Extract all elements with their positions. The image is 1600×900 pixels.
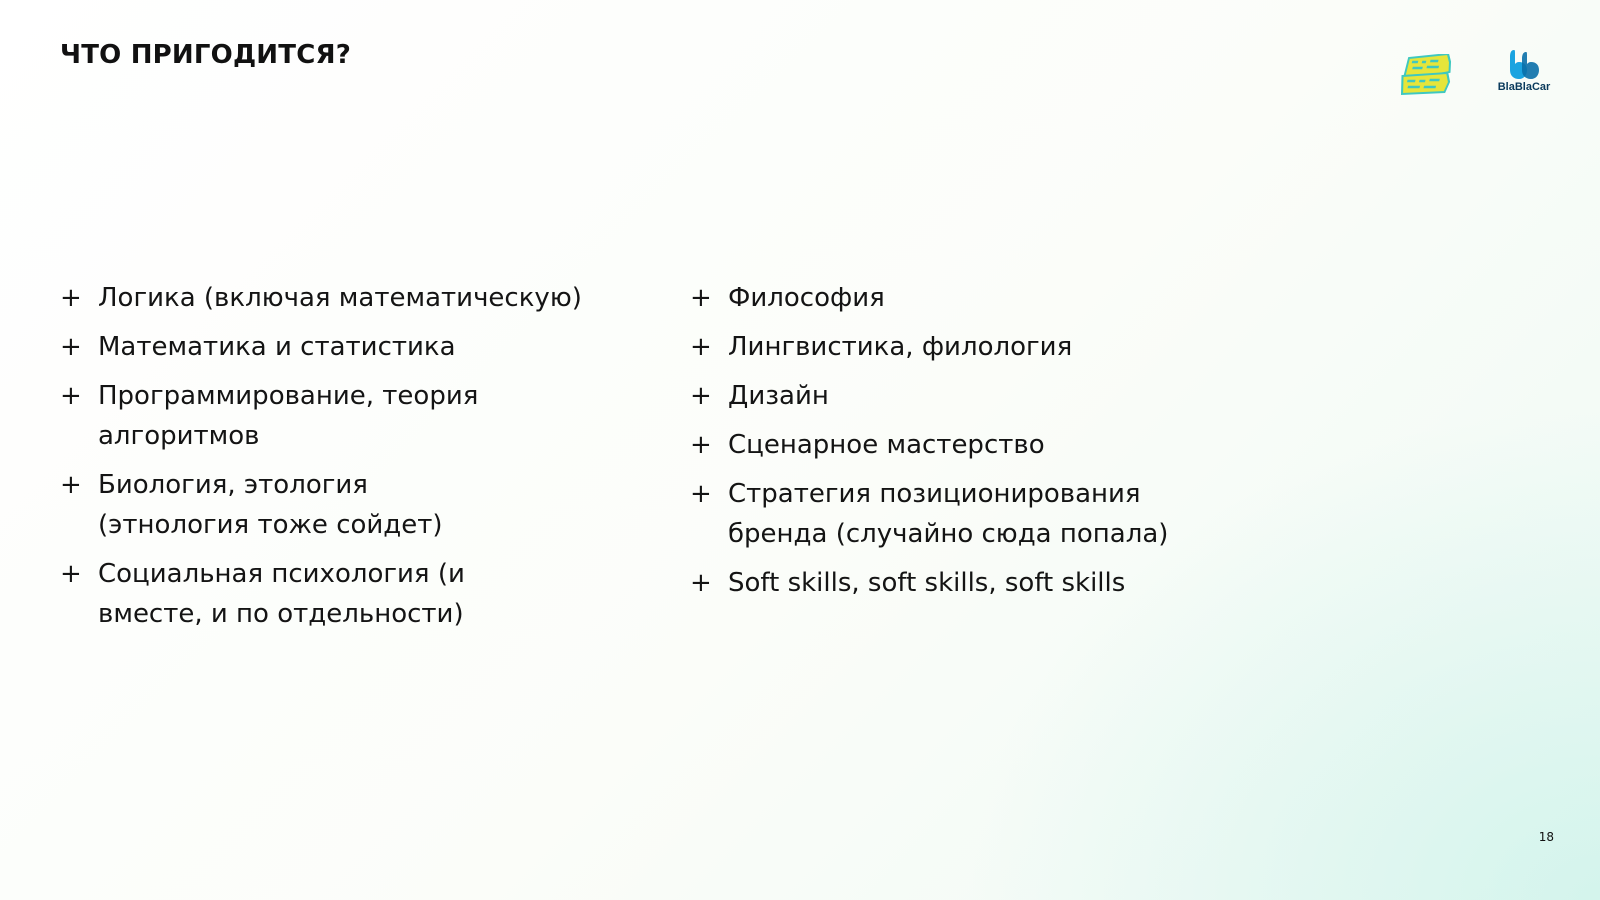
- plus-bullet: +: [690, 381, 712, 411]
- list-item-text: Сценарное мастерство: [728, 430, 1045, 460]
- list-item-text: Логика (включая математическую): [98, 283, 582, 313]
- plus-bullet: +: [60, 332, 82, 362]
- plus-bullet: +: [690, 568, 712, 598]
- plus-bullet: +: [60, 381, 82, 411]
- list-item: [690, 278, 1250, 318]
- plus-bullet: +: [690, 283, 712, 313]
- plus-bullet: +: [60, 283, 82, 313]
- list-item: [60, 465, 488, 545]
- left-list: [60, 278, 620, 643]
- list-item-text: Soft skills, soft skills, soft skills: [728, 568, 1126, 598]
- list-item: [60, 327, 620, 367]
- list-item: [690, 425, 1250, 465]
- page-number: 18: [1538, 830, 1554, 844]
- list-item: [690, 376, 1250, 416]
- logos: [1396, 48, 1554, 96]
- plus-bullet: +: [60, 470, 82, 500]
- list-item: [690, 327, 1250, 367]
- blablacar-logo-text: BlaBlaCar: [1497, 81, 1551, 93]
- plus-bullet: +: [690, 332, 712, 362]
- list-item-text: Дизайн: [728, 381, 829, 411]
- list-item-text: Программирование, теория алгоритмов: [98, 381, 479, 451]
- plus-bullet: +: [690, 479, 712, 509]
- slide-title: ЧТО ПРИГОДИТСЯ?: [60, 40, 351, 70]
- list-item-text: Лингвистика, филология: [728, 332, 1073, 362]
- list-item: [690, 474, 1228, 554]
- event-logo-icon: [1396, 54, 1460, 96]
- list-item: [60, 554, 538, 634]
- plus-bullet: +: [60, 559, 82, 589]
- blablacar-logo: [1494, 48, 1554, 93]
- list-item-text: Философия: [728, 283, 885, 313]
- list-item-text: Стратегия позиционирования бренда (случайно сюда попала): [728, 479, 1169, 549]
- list-item: [690, 563, 1250, 603]
- list-item: [60, 278, 620, 318]
- list-item: [60, 376, 538, 456]
- list-item-text: Социальная психология (и вместе, и по отдельности): [98, 559, 465, 629]
- plus-bullet: +: [690, 430, 712, 460]
- right-list: [690, 278, 1250, 612]
- blablacar-logo-icon: [1507, 48, 1541, 80]
- list-item-text: Математика и статистика: [98, 332, 456, 362]
- list-item-text: Биология, этология (этнология тоже сойдет): [98, 470, 443, 540]
